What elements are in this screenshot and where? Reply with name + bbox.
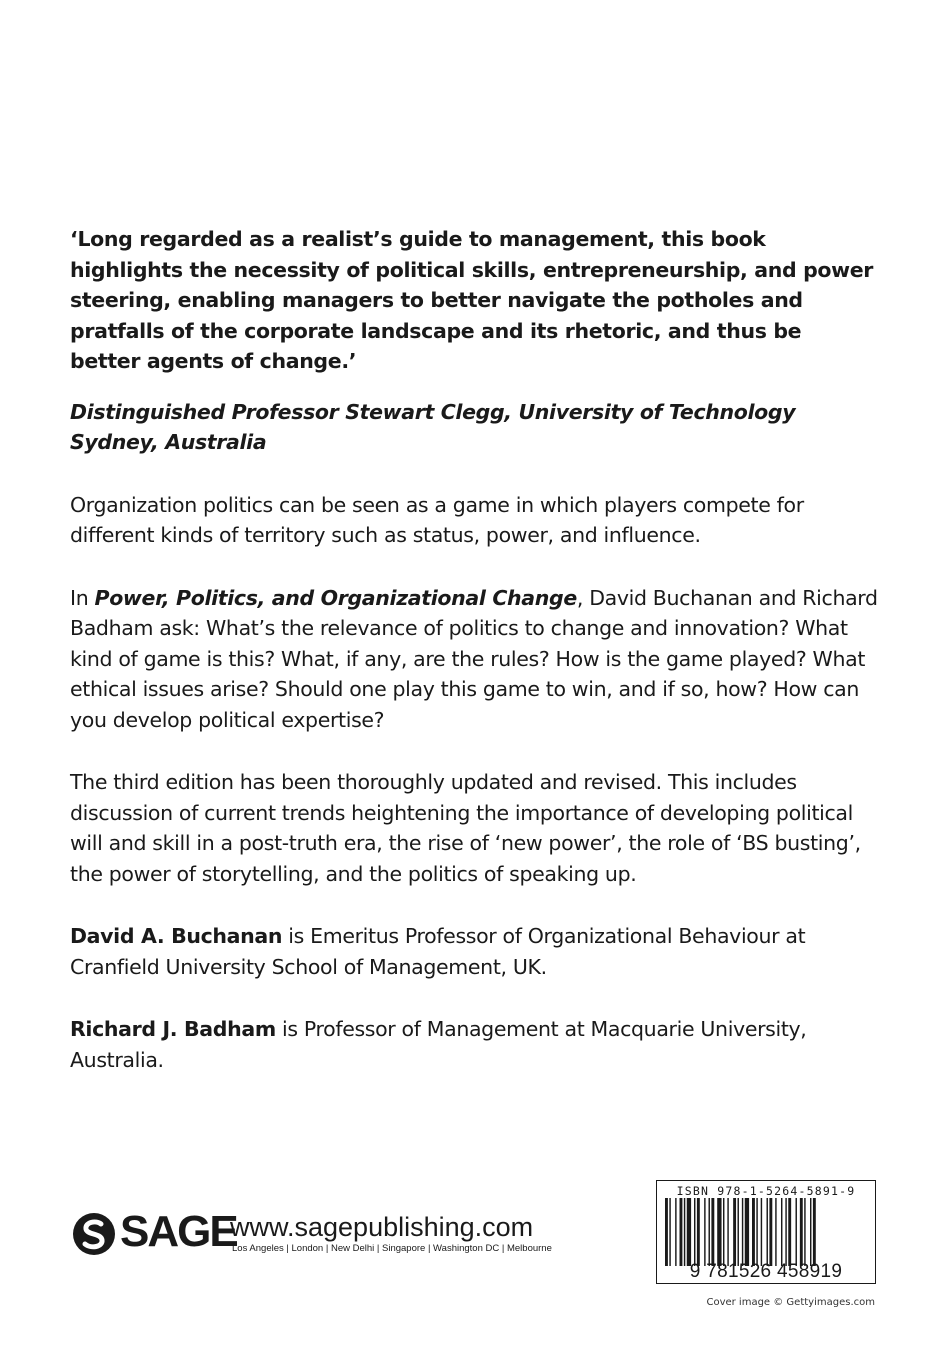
author-name-2: Richard J. Badham bbox=[70, 1017, 276, 1041]
barcode-bar bbox=[781, 1198, 782, 1266]
publisher-website: www.sagepublishing.com bbox=[230, 1212, 534, 1242]
barcode-digits: 9 781526 458919 bbox=[689, 1261, 843, 1282]
barcode-bar bbox=[717, 1198, 721, 1266]
book-title: Power, Politics, and Organizational Change bbox=[94, 585, 577, 610]
paragraph-2-prefix: In bbox=[70, 585, 95, 610]
endorsement-attribution: Distinguished Professor Stewart Clegg, University of Technology Sydney, Australia bbox=[70, 399, 796, 454]
barcode-bar bbox=[752, 1198, 755, 1266]
barcode-bar bbox=[767, 1198, 768, 1266]
barcode-bar bbox=[756, 1198, 757, 1266]
isbn-label: ISBN 978-1-5264-5891-9 bbox=[676, 1184, 856, 1198]
barcode-bar bbox=[694, 1198, 695, 1266]
barcode-bars bbox=[665, 1198, 871, 1266]
description-paragraph-2 bbox=[70, 583, 878, 736]
barcode-bar bbox=[665, 1198, 668, 1266]
back-cover-text bbox=[70, 224, 878, 1075]
description-paragraph-1: Organization politics can be seen as a game in which players compete for different kinds of territory such as status, power, and influence. bbox=[70, 492, 804, 547]
barcode-bar bbox=[804, 1198, 805, 1266]
barcode-bar bbox=[669, 1198, 670, 1266]
endorsement-quote: ‘Long regarded as a realist’s guide to management, this book highlights the necessity of political skills, entrepreneurship, and power steering, enabling managers to better navigate the potholes and pratfalls of the corporate landscape and its rhetoric, and thus be better agents of change.’ bbox=[70, 227, 874, 373]
barcode-bar bbox=[711, 1198, 714, 1266]
barcode-bar bbox=[742, 1198, 743, 1266]
cover-image-credit: Cover image © Gettyimages.com bbox=[706, 1297, 875, 1308]
author-name-1: David A. Buchanan bbox=[70, 924, 283, 948]
barcode-bar bbox=[775, 1198, 776, 1266]
barcode-bar bbox=[727, 1198, 728, 1266]
barcode-bar bbox=[800, 1198, 803, 1266]
barcode-bar bbox=[785, 1198, 786, 1266]
paragraph-2-body: , David Buchanan and Richard Badham ask: What’s the relevance of politics to change and innovation? What kind of game is this? What, if any, are the rules? How is the game played? What ethical issues arise? Should one play this game to win, and if so, how? How can you develop political expertise? bbox=[70, 585, 878, 732]
author-bio-1 bbox=[70, 921, 878, 982]
barcode-bar bbox=[680, 1198, 683, 1266]
barcode-bar bbox=[684, 1198, 685, 1266]
barcode-bar bbox=[723, 1198, 724, 1266]
barcode-bar bbox=[769, 1198, 772, 1266]
barcode-bar bbox=[733, 1198, 736, 1266]
barcode-bar bbox=[709, 1198, 710, 1266]
barcode-bar bbox=[796, 1198, 797, 1266]
barcode-bar bbox=[745, 1198, 749, 1266]
description-paragraph-3: The third edition has been thoroughly updated and revised. This includes discussion of current trends heightening the importance of developing political will and skill in a post-truth era, the rise of ‘new power’, the role of ‘BS busting’, the power of storytelling, and the politics of speaking up. bbox=[70, 770, 861, 886]
barcode-bar bbox=[788, 1198, 791, 1266]
isbn-barcode bbox=[656, 1180, 876, 1284]
barcode-bar bbox=[697, 1198, 700, 1266]
sage-logo-icon bbox=[72, 1212, 116, 1256]
sage-logo-wordmark: SAGE bbox=[120, 1207, 237, 1256]
barcode-bar bbox=[675, 1198, 676, 1266]
author-bio-text-1: is Emeritus Professor of Organizational Behaviour at Cranfield University School of Management, UK. bbox=[70, 924, 806, 979]
barcode-bar bbox=[687, 1198, 691, 1266]
barcode-bar bbox=[704, 1198, 705, 1266]
barcode-bar bbox=[813, 1198, 816, 1266]
publisher-cities: Los Angeles | London | New Delhi | Singapore | Washington DC | Melbourne bbox=[232, 1243, 552, 1254]
barcode-bar bbox=[761, 1198, 762, 1266]
barcode-bar bbox=[738, 1198, 739, 1266]
author-bio-2 bbox=[70, 1014, 878, 1075]
author-bio-text-2: is Professor of Management at Macquarie University, Australia. bbox=[70, 1017, 807, 1072]
barcode-bar bbox=[810, 1198, 811, 1266]
